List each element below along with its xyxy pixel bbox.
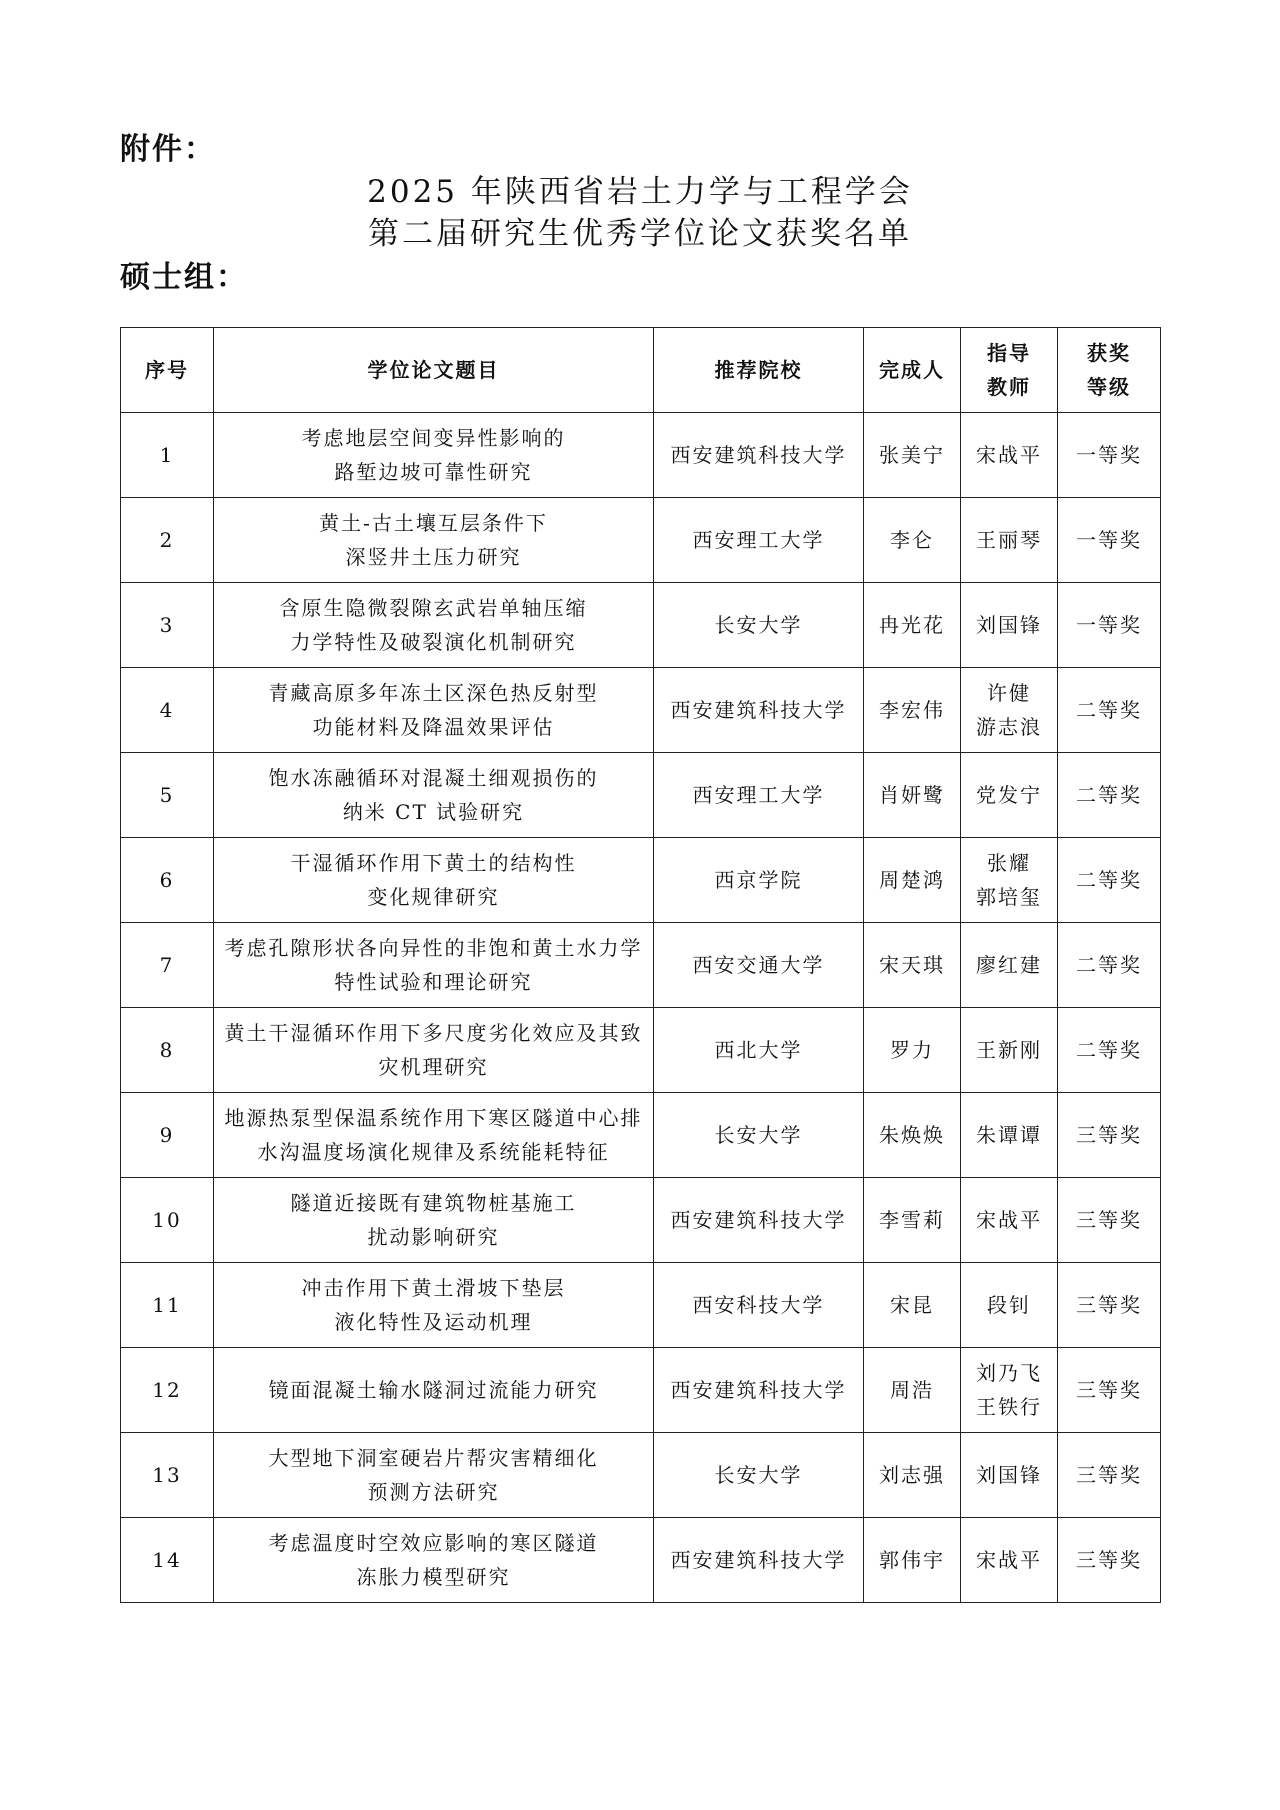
cell-advisor: 宋战平 <box>961 1518 1058 1603</box>
cell-school: 西安建筑科技大学 <box>654 1348 864 1433</box>
cell-award: 三等奖 <box>1058 1263 1161 1348</box>
cell-school: 西北大学 <box>654 1008 864 1093</box>
cell-no: 13 <box>121 1433 214 1518</box>
cell-author: 宋天琪 <box>864 923 961 1008</box>
table-row <box>121 413 1161 498</box>
document-title-line1: 2025 年陕西省岩土力学与工程学会 <box>367 174 913 210</box>
cell-award: 三等奖 <box>1058 1178 1161 1263</box>
cell-school: 西安建筑科技大学 <box>654 1518 864 1603</box>
table-row <box>121 1008 1161 1093</box>
cell-author: 李雪莉 <box>864 1178 961 1263</box>
header-author: 完成人 <box>864 328 961 413</box>
group-label: 硕士组： <box>120 260 248 295</box>
header-no: 序号 <box>121 328 214 413</box>
cell-title: 考虑温度时空效应影响的寒区隧道 冻胀力模型研究 <box>214 1518 654 1603</box>
cell-award: 三等奖 <box>1058 1093 1161 1178</box>
cell-no: 11 <box>121 1263 214 1348</box>
table-row <box>121 753 1161 838</box>
cell-no: 9 <box>121 1093 214 1178</box>
cell-advisor: 刘国锋 <box>961 1433 1058 1518</box>
cell-no: 6 <box>121 838 214 923</box>
cell-author: 张美宁 <box>864 413 961 498</box>
cell-school: 西安理工大学 <box>654 753 864 838</box>
cell-advisor: 刘国锋 <box>961 583 1058 668</box>
cell-award: 一等奖 <box>1058 413 1161 498</box>
cell-award: 三等奖 <box>1058 1348 1161 1433</box>
cell-title: 地源热泵型保温系统作用下寒区隧道中心排 水沟温度场演化规律及系统能耗特征 <box>214 1093 654 1178</box>
cell-no: 3 <box>121 583 214 668</box>
cell-award: 一等奖 <box>1058 498 1161 583</box>
header-award: 获奖 等级 <box>1058 328 1161 413</box>
cell-no: 10 <box>121 1178 214 1263</box>
cell-author: 冉光花 <box>864 583 961 668</box>
cell-school: 西安建筑科技大学 <box>654 668 864 753</box>
awards-table <box>120 327 1161 1603</box>
cell-award: 二等奖 <box>1058 668 1161 753</box>
cell-school: 西安理工大学 <box>654 498 864 583</box>
header-school: 推荐院校 <box>654 328 864 413</box>
cell-advisor: 许健 游志浪 <box>961 668 1058 753</box>
table-row <box>121 668 1161 753</box>
cell-school: 西安交通大学 <box>654 923 864 1008</box>
cell-title: 镜面混凝土输水隧洞过流能力研究 <box>214 1348 654 1433</box>
cell-author: 周楚鸿 <box>864 838 961 923</box>
cell-school: 长安大学 <box>654 583 864 668</box>
cell-school: 西安建筑科技大学 <box>654 413 864 498</box>
cell-author: 宋昆 <box>864 1263 961 1348</box>
cell-award: 二等奖 <box>1058 1008 1161 1093</box>
table-header-row <box>121 328 1161 413</box>
cell-school: 长安大学 <box>654 1093 864 1178</box>
cell-author: 郭伟宇 <box>864 1518 961 1603</box>
cell-author: 罗力 <box>864 1008 961 1093</box>
table-row <box>121 1348 1161 1433</box>
cell-title: 青藏高原多年冻土区深色热反射型 功能材料及降温效果评估 <box>214 668 654 753</box>
cell-no: 1 <box>121 413 214 498</box>
table-row <box>121 498 1161 583</box>
attachment-label: 附件： <box>120 132 216 167</box>
cell-advisor: 段钊 <box>961 1263 1058 1348</box>
header-advisor: 指导 教师 <box>961 328 1058 413</box>
header-title: 学位论文题目 <box>214 328 654 413</box>
table-row <box>121 838 1161 923</box>
cell-title: 考虑孔隙形状各向异性的非饱和黄土水力学 特性试验和理论研究 <box>214 923 654 1008</box>
cell-author: 周浩 <box>864 1348 961 1433</box>
cell-advisor: 王丽琴 <box>961 498 1058 583</box>
document-title-line2: 第二届研究生优秀学位论文获奖名单 <box>368 216 912 252</box>
cell-advisor: 廖红建 <box>961 923 1058 1008</box>
table-row <box>121 1178 1161 1263</box>
table-row <box>121 1433 1161 1518</box>
cell-advisor: 朱谭谭 <box>961 1093 1058 1178</box>
cell-no: 12 <box>121 1348 214 1433</box>
cell-award: 二等奖 <box>1058 923 1161 1008</box>
table-row <box>121 1263 1161 1348</box>
cell-advisor: 张耀 郭培玺 <box>961 838 1058 923</box>
cell-author: 肖妍鹭 <box>864 753 961 838</box>
cell-school: 西安建筑科技大学 <box>654 1178 864 1263</box>
cell-no: 7 <box>121 923 214 1008</box>
table-row <box>121 1093 1161 1178</box>
cell-award: 三等奖 <box>1058 1433 1161 1518</box>
cell-author: 李宏伟 <box>864 668 961 753</box>
cell-advisor: 王新刚 <box>961 1008 1058 1093</box>
cell-award: 一等奖 <box>1058 583 1161 668</box>
cell-author: 朱焕焕 <box>864 1093 961 1178</box>
cell-title: 隧道近接既有建筑物桩基施工 扰动影响研究 <box>214 1178 654 1263</box>
cell-no: 8 <box>121 1008 214 1093</box>
cell-title: 饱水冻融循环对混凝土细观损伤的 纳米 CT 试验研究 <box>214 753 654 838</box>
cell-title: 含原生隐微裂隙玄武岩单轴压缩 力学特性及破裂演化机制研究 <box>214 583 654 668</box>
cell-school: 西安科技大学 <box>654 1263 864 1348</box>
cell-no: 4 <box>121 668 214 753</box>
cell-award: 二等奖 <box>1058 838 1161 923</box>
table-row <box>121 923 1161 1008</box>
cell-advisor: 刘乃飞 王铁行 <box>961 1348 1058 1433</box>
cell-title: 黄土-古土壤互层条件下 深竖井土压力研究 <box>214 498 654 583</box>
cell-no: 2 <box>121 498 214 583</box>
cell-title: 考虑地层空间变异性影响的 路堑边坡可靠性研究 <box>214 413 654 498</box>
table-row <box>121 583 1161 668</box>
cell-title: 冲击作用下黄土滑坡下垫层 液化特性及运动机理 <box>214 1263 654 1348</box>
cell-school: 长安大学 <box>654 1433 864 1518</box>
cell-school: 西京学院 <box>654 838 864 923</box>
cell-title: 黄土干湿循环作用下多尺度劣化效应及其致 灾机理研究 <box>214 1008 654 1093</box>
cell-title: 大型地下洞室硬岩片帮灾害精细化 预测方法研究 <box>214 1433 654 1518</box>
cell-advisor: 宋战平 <box>961 1178 1058 1263</box>
cell-advisor: 党发宁 <box>961 753 1058 838</box>
cell-award: 二等奖 <box>1058 753 1161 838</box>
table-row <box>121 1518 1161 1603</box>
cell-no: 5 <box>121 753 214 838</box>
cell-award: 三等奖 <box>1058 1518 1161 1603</box>
cell-author: 李仑 <box>864 498 961 583</box>
cell-author: 刘志强 <box>864 1433 961 1518</box>
cell-title: 干湿循环作用下黄土的结构性 变化规律研究 <box>214 838 654 923</box>
cell-no: 14 <box>121 1518 214 1603</box>
cell-advisor: 宋战平 <box>961 413 1058 498</box>
